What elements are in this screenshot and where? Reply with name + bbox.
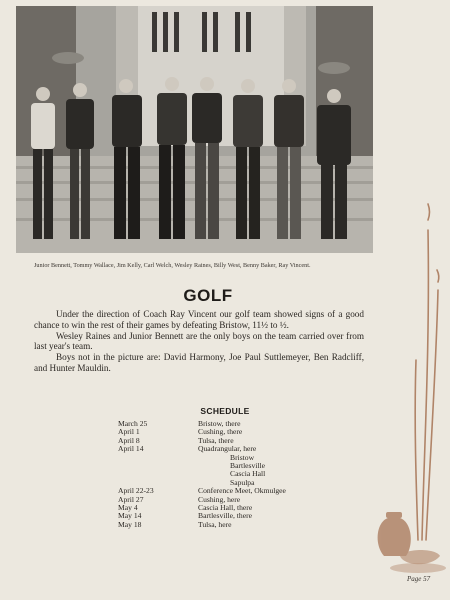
schedule-event: Tulsa, there (198, 435, 234, 445)
schedule-list (118, 420, 338, 529)
schedule-date: April 1 (118, 427, 140, 437)
photo-caption: Junior Bennett, Tommy Wallace, Jim Kelly, Carl Welch, Wesley Raines, Billy West, Benny Baker, Ray Vincent. (34, 262, 311, 269)
schedule-date: April 27 (118, 494, 144, 504)
team-photo (16, 6, 373, 253)
schedule-row (118, 454, 338, 462)
schedule-date (118, 462, 198, 470)
schedule-event: Quadrangular, here (198, 444, 257, 454)
schedule-event: Bartlesville (230, 461, 266, 471)
schedule-date: April 22-23 (118, 486, 154, 496)
paragraph: Under the direction of Coach Ray Vincent our golf team showed signs of a good chance to win the rest of their games by defeating Bristow, 11½ to ½. (34, 309, 364, 330)
schedule-event: Cushing, there (198, 427, 243, 437)
schedule-date (118, 454, 198, 462)
schedule-row (118, 521, 338, 529)
schedule-row (118, 470, 338, 478)
page-title: GOLF (183, 286, 233, 305)
schedule-event: Tulsa, here (198, 519, 232, 529)
schedule-date (118, 470, 198, 478)
team-photo-image (16, 6, 373, 253)
vase-and-reeds-icon (370, 200, 448, 580)
schedule-date: April 14 (118, 444, 144, 454)
paragraph: Wesley Raines and Junior Bennett are the only boys on the team carried over from last year's team. (34, 330, 364, 352)
schedule-date: April 8 (118, 435, 140, 445)
article-body (34, 309, 364, 374)
schedule-date: May 4 (118, 503, 138, 513)
schedule-row (118, 462, 338, 470)
schedule-event: Conference Meet, Okmulgee (198, 486, 286, 496)
schedule-event: Sapulpa (230, 477, 255, 487)
schedule-heading: SCHEDULE (200, 406, 250, 416)
schedule-event: Bristow (230, 452, 255, 462)
schedule-date: May 14 (118, 511, 142, 521)
pottery-illustration (370, 200, 448, 580)
page-number: Page 57 (407, 575, 431, 583)
schedule-event: Bristow, there (198, 419, 241, 428)
paragraph: Boys not in the picture are: David Harmony, Joe Paul Suttlemeyer, Ben Radcliff, and Hunter Mauldin. (34, 352, 364, 373)
schedule-date: March 25 (118, 419, 148, 428)
schedule-event: Cushing, here (198, 494, 241, 504)
schedule-event: Cascia Hall (230, 469, 266, 479)
schedule-row (118, 445, 338, 453)
schedule-date: May 18 (118, 519, 142, 529)
schedule-event: Cascia Hall, there (198, 503, 253, 513)
schedule-event: Bartlesville, there (198, 511, 252, 521)
